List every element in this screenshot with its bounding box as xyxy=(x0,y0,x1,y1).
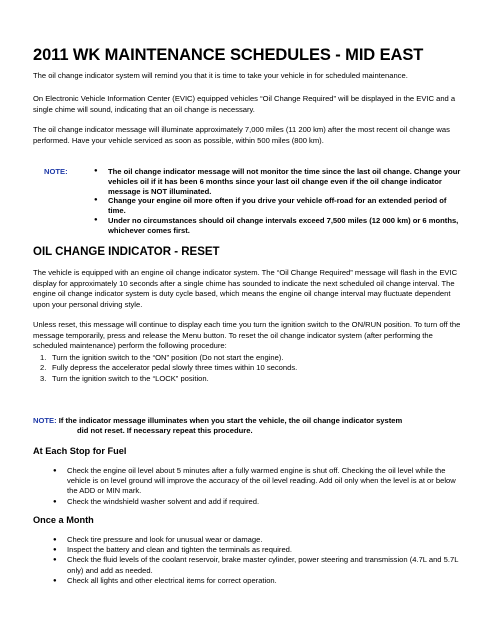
reset-section-heading: OIL CHANGE INDICATOR - RESET xyxy=(33,246,220,258)
reset-paragraph-2: Unless reset, this message will continue to display each time you turn the ignition switch to the ON/RUN position. To turn off the message temporarily, press and release the Menu button. To reset the oil change indicator system (after performing the scheduled maintenance) perform the following procedure: xyxy=(33,320,461,351)
list-item: ● Check the fluid levels of the coolant reservoir, brake master cylinder, power steering and transmission (4.7L and 5.7L only) and add as needed. xyxy=(53,555,463,575)
note-item: ● Under no circumstances should oil change intervals exceed 7,500 miles (12 000 km) or 6 months, whichever comes first. xyxy=(94,216,464,236)
list-item: ● Check the engine oil level about 5 minutes after a fully warmed engine is shut off. Checking the oil level while the vehicle is on level ground will improve the accuracy of the oil level reading. Add oil only when the level is at or below the ADD or MIN mark. xyxy=(53,466,463,497)
reset-steps-list xyxy=(40,353,460,384)
fuel-stop-heading: At Each Stop for Fuel xyxy=(33,446,127,456)
list-item: ● Check all lights and other electrical items for correct operation. xyxy=(53,576,463,586)
note-label: NOTE: xyxy=(44,167,68,176)
intro-paragraph-3: The oil change indicator message will illuminate approximately 7,000 miles (11 200 km) after the most recent oil change was performed. Have your vehicle serviced as soon as possible, within 500 miles (800 km). xyxy=(33,125,450,145)
page-title: 2011 WK MAINTENANCE SCHEDULES - MID EAST xyxy=(33,46,424,64)
list-item: ● Inspect the battery and clean and tighten the terminals as required. xyxy=(53,545,463,555)
reset-step: 1. Turn the ignition switch to the “ON” position (Do not start the engine). xyxy=(40,353,284,362)
note-label: NOTE: xyxy=(33,416,57,425)
monthly-heading: Once a Month xyxy=(33,515,94,525)
monthly-list xyxy=(53,535,463,586)
reset-note-line-2: did not reset. If necessary repeat this procedure. xyxy=(77,426,253,436)
note-list xyxy=(94,167,464,236)
intro-paragraph-1: The oil change indicator system will remind you that it is time to take your vehicle in for scheduled maintenance. xyxy=(33,71,408,80)
reset-note-line-1: If the indicator message illuminates when you start the vehicle, the oil change indicator system xyxy=(58,416,403,425)
list-item: ● Check the windshield washer solvent and add if required. xyxy=(53,497,463,507)
fuel-stop-list xyxy=(53,466,463,507)
list-item: ● Check tire pressure and look for unusual wear or damage. xyxy=(53,535,463,545)
reset-paragraph-1: The vehicle is equipped with an engine oil change indicator system. The “Oil Change Required” message will flash in the EVIC display for approximately 10 seconds after a single chime has sounded to indicate the next scheduled oil change interval. The engine oil change indicator system is duty cycle based, which means the engine oil change interval may fluctuate dependent upon your personal driving style. xyxy=(33,268,458,309)
note-item: ● Change your engine oil more often if you drive your vehicle off-road for an extended period of time. xyxy=(94,196,464,216)
reset-step: 2. Fully depress the accelerator pedal slowly three times within 10 seconds. xyxy=(40,363,298,373)
intro-paragraph-2: On Electronic Vehicle Information Center (EVIC) equipped vehicles “Oil Change Required” will be displayed in the EVIC and a single chime will sound, indicating that an oil change is necessary. xyxy=(33,94,456,114)
reset-note xyxy=(33,416,473,437)
reset-step: 3. Turn the ignition switch to the “LOCK” position. xyxy=(40,373,209,383)
note-item: ● The oil change indicator message will not monitor the time since the last oil change. Change your vehicles oil if it has been 6 months since your last oil change even if the oil change indicator message is NOT illuminated. xyxy=(94,167,464,196)
